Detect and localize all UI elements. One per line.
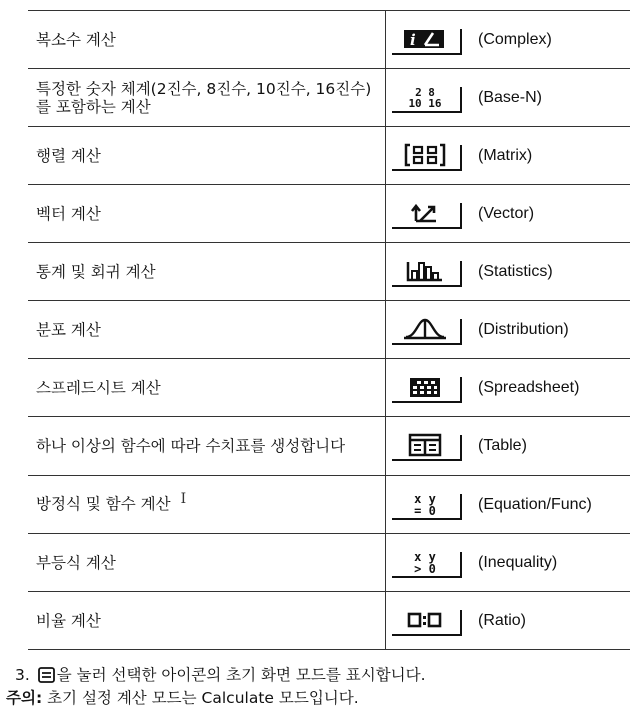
ratio-icon <box>392 606 462 636</box>
table-row <box>28 11 630 69</box>
step-3 <box>6 664 634 687</box>
mode-label: (Base-N) <box>478 88 543 106</box>
table-row <box>28 359 630 417</box>
step-text: 을 눌러 선택한 아이콘의 초기 화면 모드를 표시합니다. <box>56 666 426 684</box>
distribution-icon <box>392 315 462 345</box>
table-row <box>28 243 630 301</box>
matrix-icon <box>392 141 462 171</box>
mode-description: 분포 계산 <box>28 301 386 359</box>
mode-label: (Ratio) <box>478 611 527 629</box>
mode-description: 통계 및 회귀 계산 <box>28 243 386 301</box>
exe-key-icon <box>38 667 55 683</box>
mode-description: 특정한 숫자 체계(2진수, 8진수, 10진수, 16진수)를 포함하는 계산 <box>28 69 386 127</box>
mode-label: (Spreadsheet) <box>478 378 580 396</box>
table-row <box>28 127 630 185</box>
mode-label: (Inequality) <box>478 553 558 571</box>
mode-description: 비율 계산 <box>28 592 386 650</box>
step-number: 3. <box>15 666 30 684</box>
svg-text:2 8: 2 8 <box>415 85 435 99</box>
mode-label: (Distribution) <box>478 320 569 338</box>
table-icon <box>392 431 462 461</box>
mode-description: 스프레드시트 계산 <box>28 359 386 417</box>
table-row <box>28 476 630 534</box>
instructions <box>6 664 634 710</box>
table-row <box>28 592 630 650</box>
svg-text:> 0: > 0 <box>414 561 436 574</box>
mode-label: (Vector) <box>478 204 535 222</box>
text-cursor-icon: I <box>180 491 187 507</box>
note <box>6 687 634 710</box>
table-row <box>28 69 630 127</box>
mode-description: 벡터 계산 <box>28 185 386 243</box>
mode-description: 행렬 계산 <box>28 127 386 185</box>
mode-label: (Statistics) <box>478 262 553 280</box>
mode-description: 부등식 계산 <box>28 534 386 592</box>
note-label: 주의: <box>6 689 43 707</box>
mode-label: (Complex) <box>478 30 552 48</box>
table-row <box>28 185 630 243</box>
svg-text:10 16: 10 16 <box>408 96 442 109</box>
mode-label: (Matrix) <box>478 146 533 164</box>
statistics-icon <box>392 257 462 287</box>
mode-description: 하나 이상의 함수에 따라 수치표를 생성합니다 <box>28 417 386 476</box>
note-text: 초기 설정 계산 모드는 Calculate 모드입니다. <box>42 689 359 707</box>
mode-description: 방정식 및 함수 계산 <box>36 495 171 513</box>
table-row <box>28 417 630 476</box>
base-n-icon <box>392 83 462 113</box>
mode-label: (Table) <box>478 437 527 454</box>
mode-label: (Equation/Func) <box>478 495 592 513</box>
vector-icon <box>392 199 462 229</box>
table-row <box>28 534 630 592</box>
table-row <box>28 301 630 359</box>
equation-icon <box>392 490 462 520</box>
svg-text:x y: x y <box>414 491 436 506</box>
inequality-icon <box>392 548 462 578</box>
spreadsheet-icon <box>392 373 462 403</box>
svg-text:i: i <box>410 30 416 49</box>
svg-text:= 0: = 0 <box>414 503 436 516</box>
svg-text:x y: x y <box>414 549 436 564</box>
mode-table <box>28 10 630 650</box>
complex-icon <box>392 25 462 55</box>
mode-description: 복소수 계산 <box>28 11 386 69</box>
